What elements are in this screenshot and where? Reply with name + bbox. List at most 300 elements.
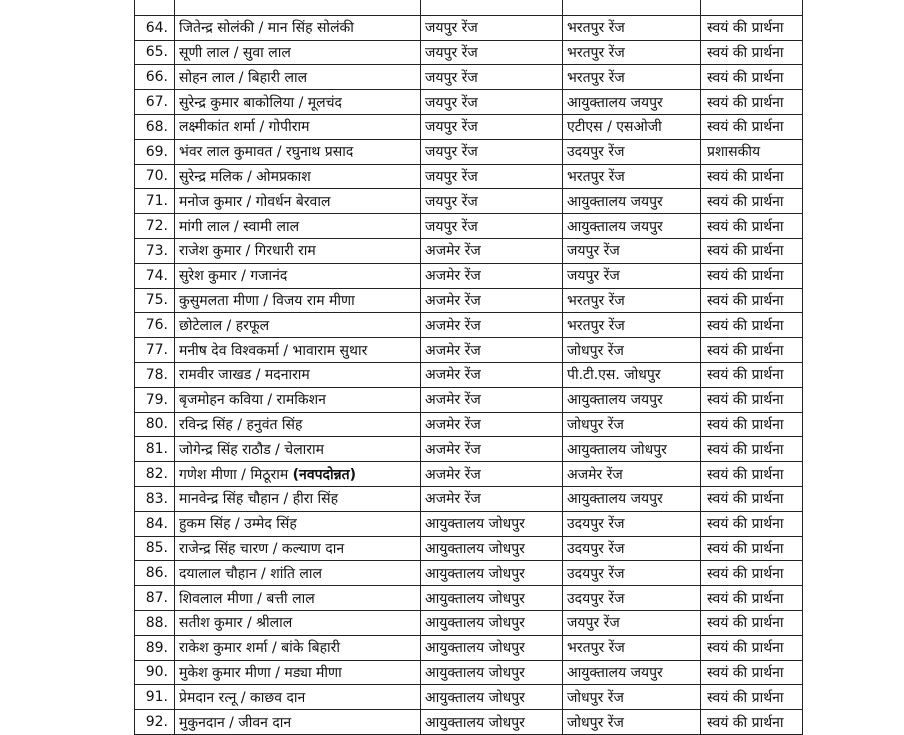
to-posting-cell-text: उदयपुर रेंज xyxy=(567,565,625,582)
from-posting-cell-text: अजमेर रेंज xyxy=(425,342,481,359)
serial-number-cell xyxy=(135,685,175,710)
to-posting-cell xyxy=(563,65,701,90)
from-posting-cell-text: अजमेर रेंज xyxy=(425,243,481,260)
name-cell-text: मुकेश कुमार मीणा / मड्या मीणा xyxy=(179,664,342,681)
name-cell xyxy=(175,412,421,437)
serial-number-cell xyxy=(135,288,175,313)
remark-cell-text: स्वयं की प्रार्थना xyxy=(707,664,784,681)
name-cell-text: राकेश कुमार शर्मा / बांके बिहारी xyxy=(179,640,340,657)
from-posting-cell xyxy=(421,139,563,164)
to-posting-cell-text: भरतपुर रेंज xyxy=(567,317,625,334)
name-cell-text: कुसुमलता मीणा / विजय राम मीणा xyxy=(179,292,355,309)
to-posting-cell xyxy=(563,338,701,363)
table-row xyxy=(135,586,803,611)
name-cell-text: मांगी लाल / स्वामी लाल xyxy=(179,218,300,235)
remark-cell-text: स्वयं की प्रार्थना xyxy=(707,342,784,359)
name-cell-text: रविन्द्र सिंह / हनुवंत सिंह xyxy=(179,416,303,433)
name-cell xyxy=(175,387,421,412)
serial-number-cell xyxy=(135,660,175,685)
to-posting-cell xyxy=(563,412,701,437)
remark-cell-text: स्वयं की प्रार्थना xyxy=(707,416,784,433)
name-cell-text: राजेश कुमार / गिरधारी राम xyxy=(179,243,316,260)
to-posting-cell xyxy=(563,586,701,611)
table-row xyxy=(135,164,803,189)
remark-cell xyxy=(701,412,803,437)
serial-number-cell-text: 83. xyxy=(145,490,168,507)
table-row xyxy=(135,536,803,561)
table-row xyxy=(135,660,803,685)
name-cell xyxy=(175,0,421,15)
serial-number-cell-text: 74. xyxy=(145,267,168,284)
name-cell xyxy=(175,338,421,363)
serial-number-cell xyxy=(135,610,175,635)
serial-number-cell xyxy=(135,238,175,263)
remark-cell xyxy=(701,263,803,288)
serial-number-cell xyxy=(135,486,175,511)
remark-cell xyxy=(701,511,803,536)
name-cell-text: सतीश कुमार / श्रीलाल xyxy=(179,615,293,632)
serial-number-cell-text: 69. xyxy=(145,143,168,160)
remark-cell xyxy=(701,139,803,164)
from-posting-cell-text: आयुक्तालय जोधपुर xyxy=(425,714,525,731)
from-posting-cell xyxy=(421,536,563,561)
to-posting-cell-text: जयपुर रेंज xyxy=(567,243,620,260)
serial-number-cell-text: 65. xyxy=(145,44,168,61)
serial-number-cell xyxy=(135,710,175,735)
serial-number-cell xyxy=(135,586,175,611)
table-row xyxy=(135,90,803,115)
from-posting-cell xyxy=(421,362,563,387)
remark-cell-text: प्रशासकीय xyxy=(707,144,761,161)
remark-cell-text: स्वयं की प्रार्थना xyxy=(707,590,784,607)
from-posting-cell xyxy=(421,486,563,511)
table-row xyxy=(135,114,803,139)
from-posting-cell-text: जयपुर रेंज xyxy=(425,193,478,210)
serial-number-cell-text: 79. xyxy=(145,391,168,408)
to-posting-cell-text: आयुक्तालय जयपुर xyxy=(567,193,663,210)
table-row xyxy=(135,486,803,511)
to-posting-cell xyxy=(563,437,701,462)
from-posting-cell-text: अजमेर रेंज xyxy=(425,441,481,458)
remark-cell xyxy=(701,610,803,635)
to-posting-cell xyxy=(563,139,701,164)
remark-cell xyxy=(701,338,803,363)
name-cell xyxy=(175,437,421,462)
serial-number-cell xyxy=(135,214,175,239)
name-cell-text: राजेन्द्र सिंह चारण / कल्याण दान xyxy=(179,540,345,557)
from-posting-cell xyxy=(421,635,563,660)
from-posting-cell-text: आयुक्तालय जोधपुर xyxy=(425,540,525,557)
table-row xyxy=(135,561,803,586)
to-posting-cell-text: आयुक्तालय जयपुर xyxy=(567,94,663,111)
to-posting-cell xyxy=(563,387,701,412)
from-posting-cell-text: अजमेर रेंज xyxy=(425,268,481,285)
serial-number-cell-text: 76. xyxy=(145,317,168,334)
to-posting-cell-text: आयुक्तालय जोधपुर xyxy=(567,441,667,458)
remark-cell-text: स्वयं की प्रार्थना xyxy=(707,441,784,458)
serial-number-cell-text: 71. xyxy=(145,193,168,210)
to-posting-cell-text: भरतपुर रेंज xyxy=(567,20,625,37)
name-cell xyxy=(175,114,421,139)
from-posting-cell xyxy=(421,660,563,685)
to-posting-cell xyxy=(563,710,701,735)
table-row xyxy=(135,0,803,15)
from-posting-cell-text: जयपुर रेंज xyxy=(425,218,478,235)
from-posting-cell-text: अजमेर रेंज xyxy=(425,367,481,384)
table-body xyxy=(135,0,803,734)
serial-number-cell-text: 78. xyxy=(145,366,168,383)
to-posting-cell xyxy=(563,313,701,338)
name-cell xyxy=(175,214,421,239)
serial-number-cell-text: 82. xyxy=(145,466,168,483)
remark-cell-text: स्वयं की प्रार्थना xyxy=(707,69,784,86)
serial-number-cell-text: 64. xyxy=(145,19,168,36)
remark-cell xyxy=(701,437,803,462)
remark-cell xyxy=(701,561,803,586)
serial-number-cell xyxy=(135,0,175,15)
serial-number-cell xyxy=(135,15,175,40)
from-posting-cell-text: अजमेर रेंज xyxy=(425,466,481,483)
serial-number-cell xyxy=(135,536,175,561)
table-row xyxy=(135,65,803,90)
serial-number-cell-text: 68. xyxy=(145,118,168,135)
name-cell-text: मुकुनदान / जीवन दान xyxy=(179,714,292,731)
name-cell xyxy=(175,15,421,40)
to-posting-cell xyxy=(563,685,701,710)
serial-number-cell-text: 67. xyxy=(145,94,168,111)
to-posting-cell xyxy=(563,635,701,660)
remark-cell xyxy=(701,462,803,487)
to-posting-cell-text: अजमेर रेंज xyxy=(567,466,623,483)
to-posting-cell-text: उदयपुर रेंज xyxy=(567,540,625,557)
name-cell xyxy=(175,610,421,635)
remark-cell xyxy=(701,214,803,239)
name-cell xyxy=(175,164,421,189)
to-posting-cell xyxy=(563,90,701,115)
to-posting-cell-text: भरतपुर रेंज xyxy=(567,44,625,61)
to-posting-cell-text: भरतपुर रेंज xyxy=(567,292,625,309)
to-posting-cell xyxy=(563,561,701,586)
table-row xyxy=(135,387,803,412)
serial-number-cell-text: 90. xyxy=(145,664,168,681)
from-posting-cell xyxy=(421,40,563,65)
from-posting-cell xyxy=(421,238,563,263)
to-posting-cell-text: जोधपुर रेंज xyxy=(567,714,624,731)
name-cell xyxy=(175,462,421,487)
from-posting-cell xyxy=(421,90,563,115)
name-cell xyxy=(175,511,421,536)
to-posting-cell xyxy=(563,610,701,635)
from-posting-cell-text: आयुक्तालय जोधपुर xyxy=(425,664,525,681)
from-posting-cell-text: अजमेर रेंज xyxy=(425,317,481,334)
name-cell-text: सुरेन्द्र मलिक / ओमप्रकाश xyxy=(179,168,311,185)
from-posting-cell-text: जयपुर रेंज xyxy=(425,94,478,111)
serial-number-cell-text: 84. xyxy=(145,515,168,532)
serial-number-cell-text: 91. xyxy=(145,689,168,706)
name-cell-text: हुकम सिंह / उम्मेद सिंह xyxy=(179,516,297,533)
name-cell xyxy=(175,65,421,90)
serial-number-cell xyxy=(135,511,175,536)
serial-number-cell-text: 70. xyxy=(145,168,168,185)
table-row xyxy=(135,288,803,313)
remark-cell xyxy=(701,15,803,40)
to-posting-cell xyxy=(563,40,701,65)
remark-cell-text: स्वयं की प्रार्थना xyxy=(707,193,784,210)
remark-cell xyxy=(701,189,803,214)
to-posting-cell xyxy=(563,660,701,685)
from-posting-cell xyxy=(421,0,563,15)
table-row xyxy=(135,362,803,387)
table-row xyxy=(135,685,803,710)
from-posting-cell xyxy=(421,586,563,611)
remark-cell xyxy=(701,164,803,189)
name-cell-text: मनीष देव विश्वकर्मा / भावाराम सुथार xyxy=(179,342,368,359)
remark-cell-text: स्वयं की प्रार्थना xyxy=(707,640,784,657)
to-posting-cell xyxy=(563,15,701,40)
remark-cell xyxy=(701,40,803,65)
name-cell xyxy=(175,238,421,263)
name-cell xyxy=(175,536,421,561)
from-posting-cell-text: जयपुर रेंज xyxy=(425,119,478,136)
from-posting-cell-text: जयपुर रेंज xyxy=(425,144,478,161)
serial-number-cell xyxy=(135,65,175,90)
from-posting-cell xyxy=(421,288,563,313)
name-cell xyxy=(175,586,421,611)
to-posting-cell xyxy=(563,238,701,263)
from-posting-cell-text: अजमेर रेंज xyxy=(425,416,481,433)
remark-cell-text: स्वयं की प्रार्थना xyxy=(707,168,784,185)
from-posting-cell xyxy=(421,189,563,214)
remark-cell xyxy=(701,65,803,90)
from-posting-cell-text: जयपुर रेंज xyxy=(425,44,478,61)
remark-cell-text: स्वयं की प्रार्थना xyxy=(707,20,784,37)
name-cell xyxy=(175,263,421,288)
to-posting-cell xyxy=(563,511,701,536)
serial-number-cell-text: 80. xyxy=(145,416,168,433)
from-posting-cell-text: अजमेर रेंज xyxy=(425,392,481,409)
remark-cell-text: स्वयं की प्रार्थना xyxy=(707,565,784,582)
name-cell-text: प्रेमदान रत्नू / काछव दान xyxy=(179,689,306,706)
remark-cell xyxy=(701,114,803,139)
remark-cell xyxy=(701,536,803,561)
table-row xyxy=(135,437,803,462)
table-row xyxy=(135,214,803,239)
remark-cell-text: स्वयं की प्रार्थना xyxy=(707,292,784,309)
to-posting-cell-text: आयुक्तालय जयपुर xyxy=(567,491,663,508)
serial-number-cell xyxy=(135,189,175,214)
from-posting-cell xyxy=(421,437,563,462)
remark-cell-text: स्वयं की प्रार्थना xyxy=(707,367,784,384)
serial-number-cell-text: 89. xyxy=(145,639,168,656)
serial-number-cell xyxy=(135,263,175,288)
name-cell-text: सुरेश कुमार / गजानंद xyxy=(179,268,288,285)
remark-cell-text: स्वयं की प्रार्थना xyxy=(707,714,784,731)
remark-cell-text: स्वयं की प्रार्थना xyxy=(707,392,784,409)
remark-cell xyxy=(701,710,803,735)
serial-number-cell-text: 81. xyxy=(145,441,168,458)
to-posting-cell xyxy=(563,536,701,561)
from-posting-cell-text: आयुक्तालय जोधपुर xyxy=(425,640,525,657)
remark-cell-text: स्वयं की प्रार्थना xyxy=(707,491,784,508)
serial-number-cell-text: 66. xyxy=(145,69,168,86)
serial-number-cell-text: 73. xyxy=(145,242,168,259)
from-posting-cell xyxy=(421,214,563,239)
to-posting-cell-text: भरतपुर रेंज xyxy=(567,168,625,185)
name-cell-text: रामवीर जाखड / मदनाराम xyxy=(179,367,310,384)
to-posting-cell-text: एटीएस / एसओजी xyxy=(567,119,662,136)
name-cell-text: सुरेन्द्र कुमार बाकोलिया / मूलचंद xyxy=(179,94,342,111)
serial-number-cell xyxy=(135,40,175,65)
serial-number-cell xyxy=(135,90,175,115)
name-cell-text: जितेन्द्र सोलंकी / मान सिंह सोलंकी xyxy=(179,20,354,37)
to-posting-cell-text: उदयपुर रेंज xyxy=(567,590,625,607)
name-cell xyxy=(175,561,421,586)
to-posting-cell xyxy=(563,362,701,387)
to-posting-cell xyxy=(563,114,701,139)
name-cell-text: बृजमोहन कविया / रामकिशन xyxy=(179,392,326,409)
remark-cell xyxy=(701,586,803,611)
to-posting-cell-text: उदयपुर रेंज xyxy=(567,516,625,533)
from-posting-cell xyxy=(421,65,563,90)
serial-number-cell-text: 72. xyxy=(145,218,168,235)
name-cell-text: सोहन लाल / बिहारी लाल xyxy=(179,69,308,86)
from-posting-cell-text: जयपुर रेंज xyxy=(425,69,478,86)
name-cell-text: दयालाल चौहान / शांति लाल xyxy=(179,565,323,582)
from-posting-cell xyxy=(421,412,563,437)
table-row xyxy=(135,338,803,363)
to-posting-cell-text: जोधपुर रेंज xyxy=(567,689,624,706)
table-row xyxy=(135,412,803,437)
to-posting-cell-text: पी.टी.एस. जोधपुर xyxy=(567,367,661,384)
name-cell xyxy=(175,660,421,685)
remark-cell xyxy=(701,685,803,710)
from-posting-cell-text: अजमेर रेंज xyxy=(425,491,481,508)
serial-number-cell xyxy=(135,387,175,412)
serial-number-cell xyxy=(135,437,175,462)
serial-number-cell xyxy=(135,313,175,338)
name-cell-text: गणेश मीणा / मिठूराम xyxy=(179,466,289,483)
from-posting-cell xyxy=(421,511,563,536)
from-posting-cell xyxy=(421,263,563,288)
name-cell xyxy=(175,710,421,735)
to-posting-cell-text: आयुक्तालय जयपुर xyxy=(567,392,663,409)
serial-number-cell xyxy=(135,635,175,660)
serial-number-cell-text: 88. xyxy=(145,614,168,631)
serial-number-cell-text: 87. xyxy=(145,590,168,607)
table-row xyxy=(135,710,803,735)
serial-number-cell xyxy=(135,362,175,387)
name-cell xyxy=(175,635,421,660)
remark-cell-text: स्वयं की प्रार्थना xyxy=(707,119,784,136)
remark-cell-text: स्वयं की प्रार्थना xyxy=(707,317,784,334)
from-posting-cell-text: आयुक्तालय जोधपुर xyxy=(425,565,525,582)
to-posting-cell xyxy=(563,288,701,313)
to-posting-cell-text: आयुक्तालय जयपुर xyxy=(567,218,663,235)
name-cell xyxy=(175,685,421,710)
table-row xyxy=(135,610,803,635)
name-cell-text: जोगेन्द्र सिंह राठौड / चेलाराम xyxy=(179,441,325,458)
remark-cell xyxy=(701,0,803,15)
serial-number-cell xyxy=(135,114,175,139)
from-posting-cell xyxy=(421,710,563,735)
remark-cell-text: स्वयं की प्रार्थना xyxy=(707,516,784,533)
remark-cell-text: स्वयं की प्रार्थना xyxy=(707,218,784,235)
promotion-note: (नवपदोन्नत) xyxy=(292,466,356,483)
from-posting-cell-text: अजमेर रेंज xyxy=(425,292,481,309)
from-posting-cell-text: आयुक्तालय जोधपुर xyxy=(425,689,525,706)
remark-cell xyxy=(701,362,803,387)
table-row xyxy=(135,462,803,487)
remark-cell xyxy=(701,288,803,313)
to-posting-cell xyxy=(563,486,701,511)
name-cell-text: मानवेन्द्र सिंह चौहान / हीरा सिंह xyxy=(179,491,339,508)
from-posting-cell xyxy=(421,15,563,40)
from-posting-cell-text: आयुक्तालय जोधपुर xyxy=(425,516,525,533)
from-posting-cell xyxy=(421,164,563,189)
from-posting-cell xyxy=(421,610,563,635)
table-row xyxy=(135,263,803,288)
serial-number-cell xyxy=(135,561,175,586)
remark-cell-text: स्वयं की प्रार्थना xyxy=(707,615,784,632)
name-cell-text: भंवर लाल कुमावत / रघुनाथ प्रसाद xyxy=(179,144,354,161)
table-row xyxy=(135,511,803,536)
from-posting-cell-text: जयपुर रेंज xyxy=(425,168,478,185)
name-cell xyxy=(175,362,421,387)
name-cell-text: लक्ष्मीकांत शर्मा / गोपीराम xyxy=(179,119,310,136)
name-cell-text: सूणी लाल / सुवा लाल xyxy=(179,44,291,61)
from-posting-cell xyxy=(421,387,563,412)
remark-cell-text: स्वयं की प्रार्थना xyxy=(707,243,784,260)
remark-cell xyxy=(701,635,803,660)
serial-number-cell xyxy=(135,338,175,363)
from-posting-cell-text: आयुक्तालय जोधपुर xyxy=(425,615,525,632)
serial-number-cell-text: 92. xyxy=(145,714,168,730)
to-posting-cell-text: भरतपुर रेंज xyxy=(567,69,625,86)
to-posting-cell xyxy=(563,263,701,288)
from-posting-cell xyxy=(421,561,563,586)
name-cell xyxy=(175,40,421,65)
to-posting-cell-text: जोधपुर रेंज xyxy=(567,342,624,359)
name-cell xyxy=(175,189,421,214)
table-row xyxy=(135,40,803,65)
remark-cell-text: स्वयं की प्रार्थना xyxy=(707,268,784,285)
transfer-list-table xyxy=(134,0,803,735)
remark-cell-text: स्वयं की प्रार्थना xyxy=(707,94,784,111)
to-posting-cell-text: उदयपुर रेंज xyxy=(567,144,625,161)
to-posting-cell-text: भरतपुर रेंज xyxy=(567,640,625,657)
to-posting-cell-text: आयुक्तालय जयपुर xyxy=(567,664,663,681)
remark-cell xyxy=(701,313,803,338)
to-posting-cell-text: जयपुर रेंज xyxy=(567,268,620,285)
from-posting-cell xyxy=(421,338,563,363)
serial-number-cell xyxy=(135,139,175,164)
remark-cell xyxy=(701,238,803,263)
name-cell xyxy=(175,486,421,511)
from-posting-cell xyxy=(421,685,563,710)
table-row xyxy=(135,139,803,164)
name-cell-text: शिवलाल मीणा / बत्ती लाल xyxy=(179,590,315,607)
name-cell xyxy=(175,313,421,338)
serial-number-cell-text: 75. xyxy=(145,292,168,309)
to-posting-cell xyxy=(563,189,701,214)
table-row xyxy=(135,313,803,338)
serial-number-cell xyxy=(135,412,175,437)
table-row xyxy=(135,15,803,40)
name-cell-text: मनोज कुमार / गोवर्धन बेरवाल xyxy=(179,193,331,210)
to-posting-cell xyxy=(563,462,701,487)
to-posting-cell xyxy=(563,0,701,15)
to-posting-cell-text: जोधपुर रेंज xyxy=(567,416,624,433)
